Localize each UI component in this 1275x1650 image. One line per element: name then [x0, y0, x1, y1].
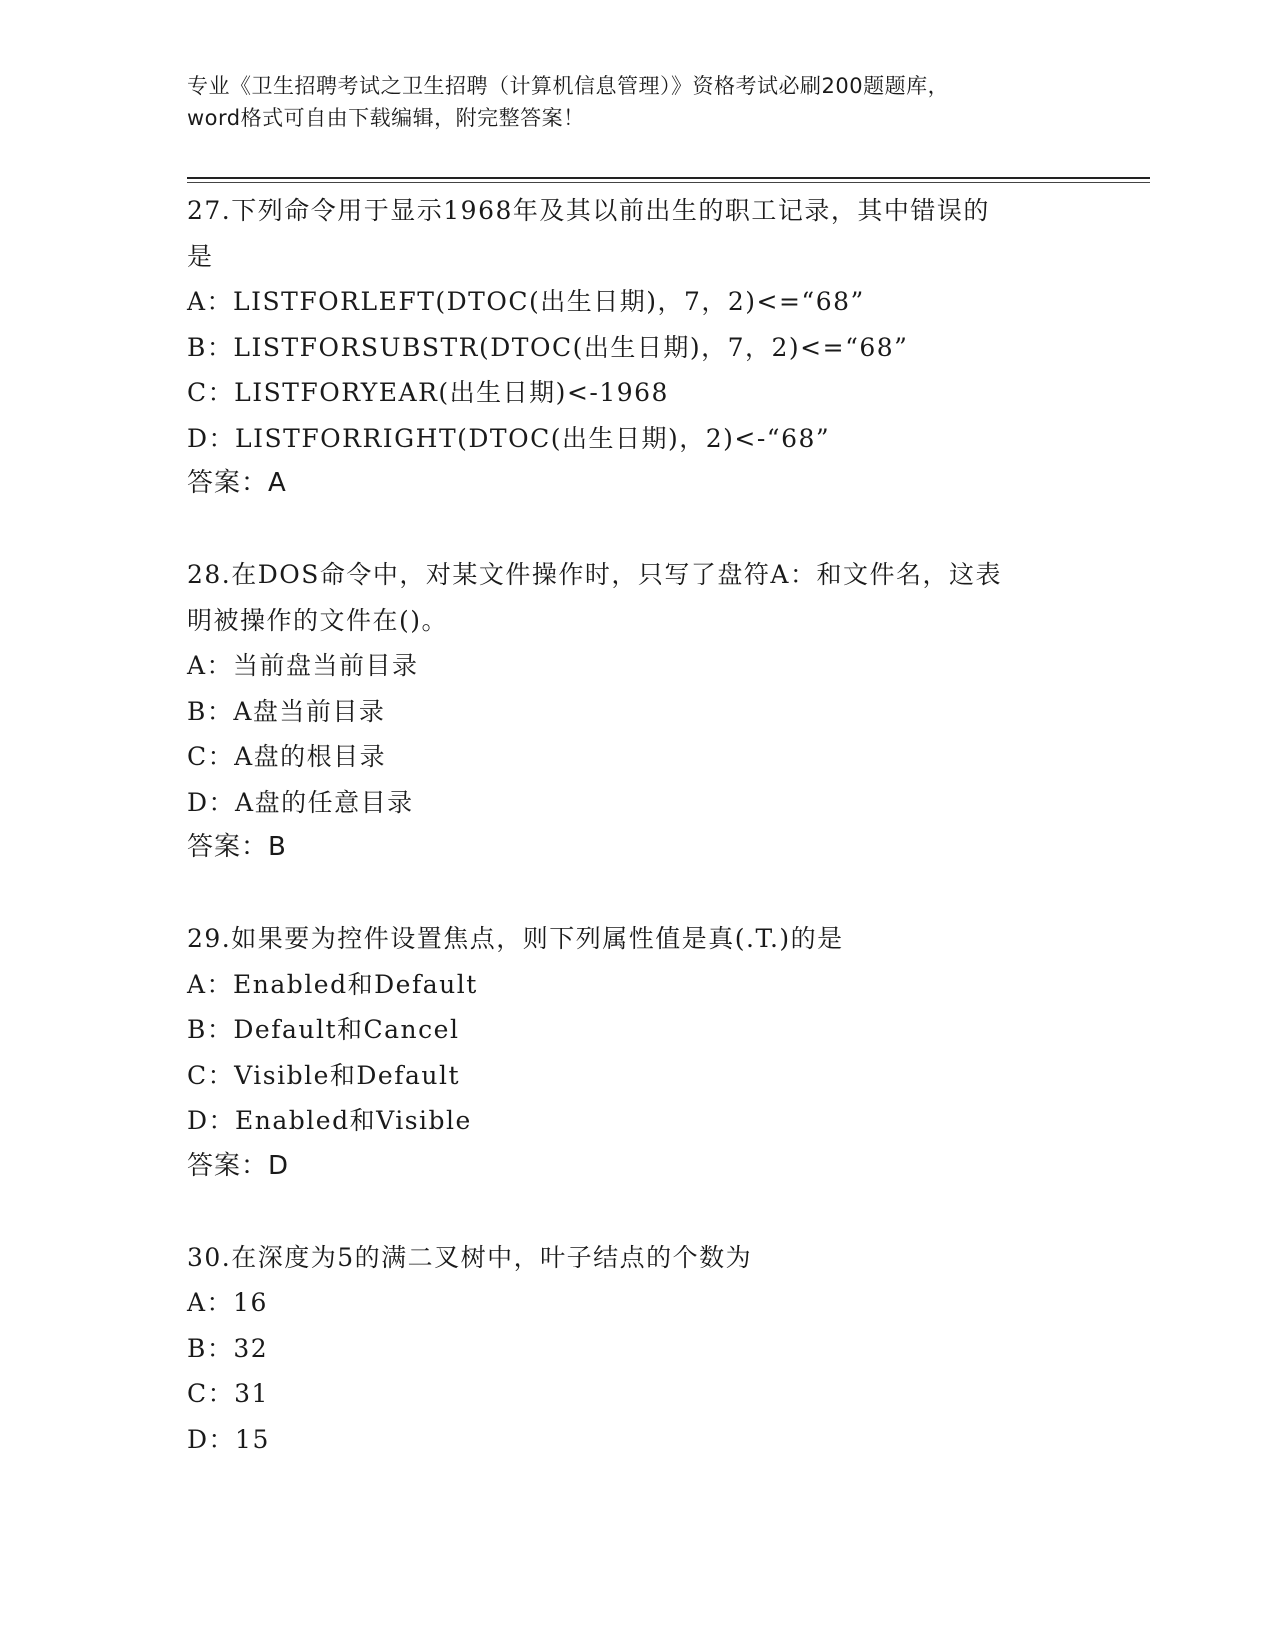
option-c: C：Visible和Default: [187, 1060, 460, 1090]
option-d: D：15: [187, 1424, 270, 1454]
option-a: A：当前盘当前目录: [187, 651, 419, 680]
header-line-1: 专业《卫生招聘考试之卫生招聘（计算机信息管理）》资格考试必刷200题题库，: [187, 74, 950, 98]
option-d: D：LISTFORRIGHT(DTOC(出生日期)，2)<-“68”: [187, 423, 831, 453]
option-b: B：32: [187, 1333, 269, 1363]
option-a: A：Enabled和Default: [187, 969, 478, 999]
question-30: [187, 1235, 1087, 1463]
answer-label: 答案：D: [187, 1150, 290, 1181]
question-title-line: 30.在深度为5的满二叉树中，叶子结点的个数为: [187, 1242, 753, 1272]
answer-label: 答案：B: [187, 832, 287, 862]
answer-label: 答案：A: [187, 468, 287, 498]
option-c: C：LISTFORYEAR(出生日期)<-1968: [187, 378, 669, 407]
question-27: [187, 188, 1087, 507]
option-c: C：31: [187, 1379, 269, 1408]
document-header: [187, 70, 1087, 134]
option-c: C：A盘的根目录: [187, 742, 387, 771]
question-title-line: 27.下列命令用于显示1968年及其以前出生的职工记录，其中错误的: [187, 196, 990, 225]
question-list: [187, 188, 1087, 1462]
option-b: B：LISTFORSUBSTR(DTOC(出生日期)，7，2)<=“68”: [187, 332, 909, 362]
option-a: A：LISTFORLEFT(DTOC(出生日期)，7，2)<=“68”: [187, 287, 865, 316]
option-b: B：Default和Cancel: [187, 1015, 460, 1044]
question-title-line: 29.如果要为控件设置焦点，则下列属性值是真(.T.)的是: [187, 924, 844, 953]
option-d: D：A盘的任意目录: [187, 787, 414, 817]
question-title-line: 明被操作的文件在()。: [187, 605, 449, 635]
question-28: [187, 552, 1087, 871]
question-title-line: 是: [187, 241, 214, 271]
option-b: B：A盘当前目录: [187, 696, 386, 726]
question-29: [187, 916, 1087, 1189]
question-title-line: 28.在DOS命令中，对某文件操作时，只写了盘符A：和文件名，这表: [187, 560, 1002, 589]
option-a: A：16: [187, 1288, 268, 1317]
option-d: D：Enabled和Visible: [187, 1106, 472, 1135]
header-line-2: word格式可自由下载编辑，附完整答案！: [187, 106, 585, 130]
header-divider-thick: [187, 177, 1150, 179]
header-divider-thin: [187, 182, 1150, 183]
